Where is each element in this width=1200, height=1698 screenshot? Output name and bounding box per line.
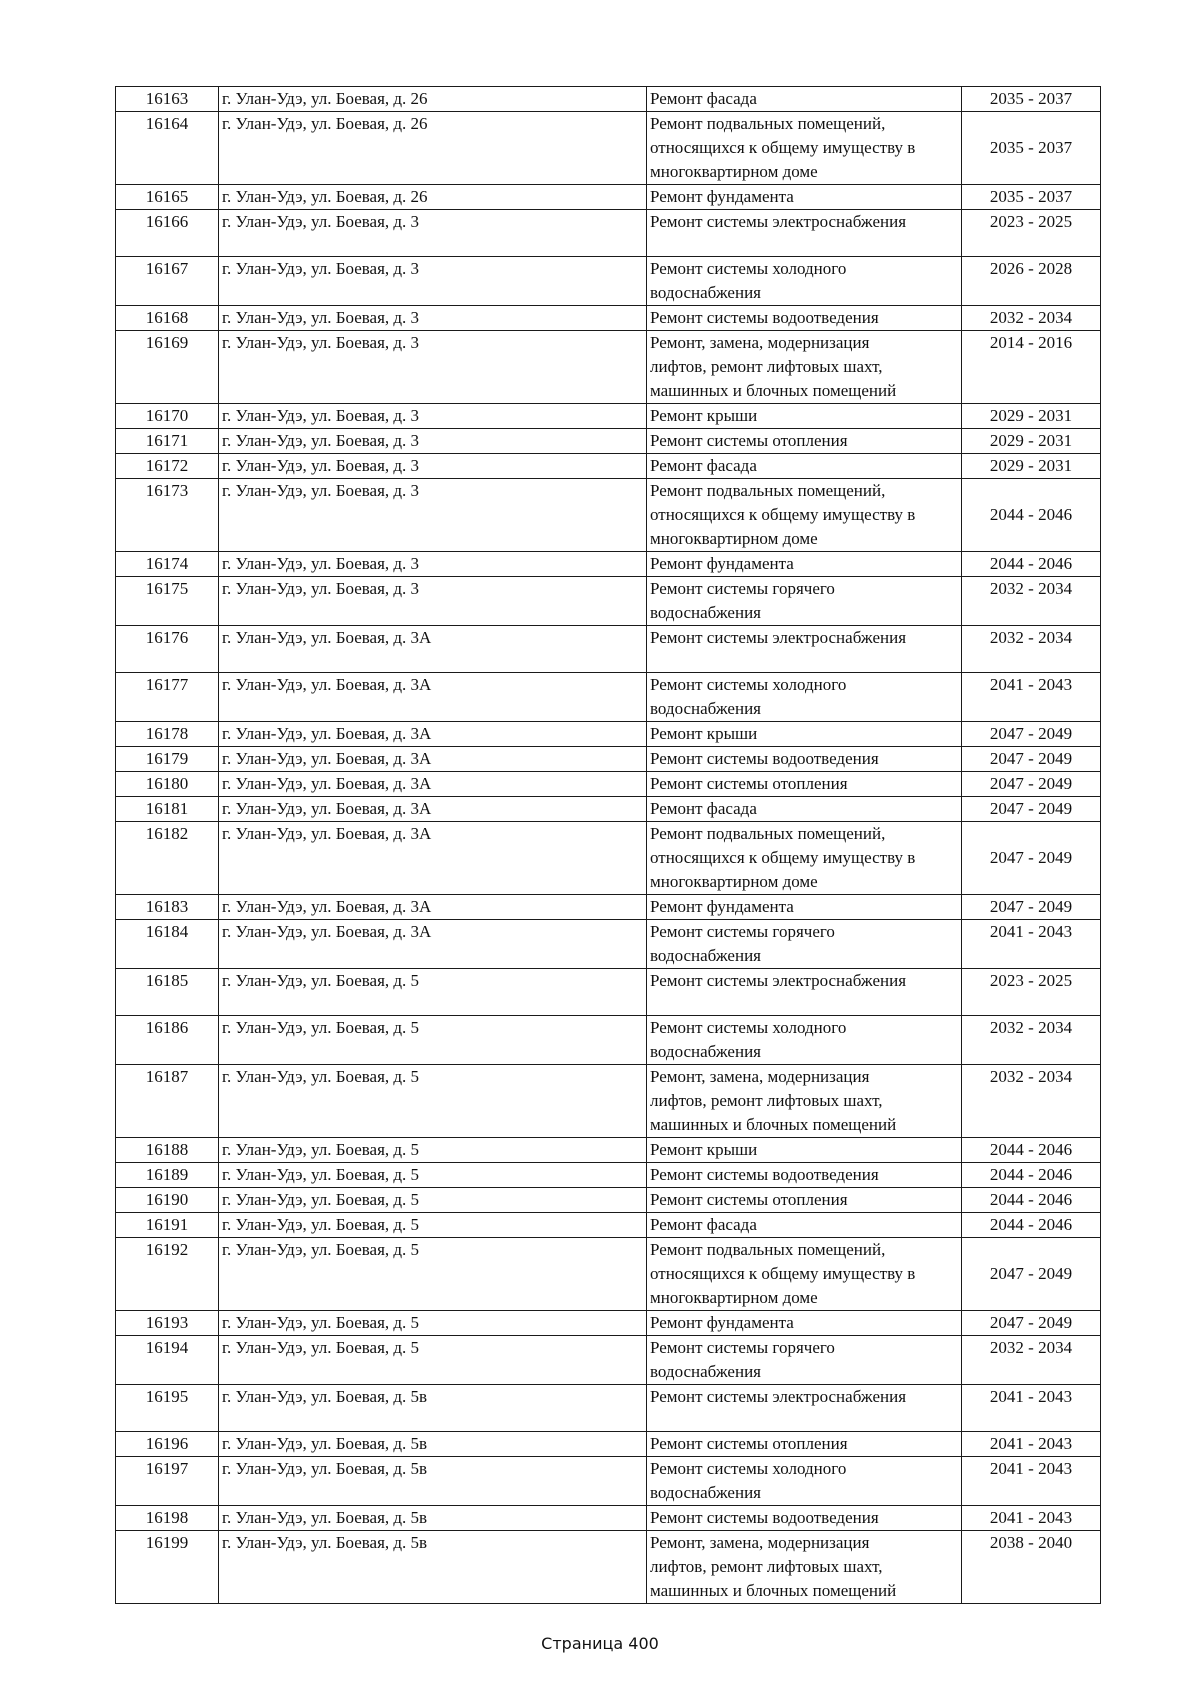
table-row bbox=[116, 577, 1101, 626]
period-cell: 2029 - 2031 bbox=[962, 454, 1101, 479]
table-row bbox=[116, 969, 1101, 1016]
period-cell: 2044 - 2046 bbox=[962, 1188, 1101, 1213]
work-type-line: Ремонт системы электроснабжения bbox=[650, 971, 907, 990]
work-type-cell bbox=[647, 552, 962, 577]
period-cell: 2041 - 2043 bbox=[962, 1385, 1101, 1432]
work-type-line: Ремонт системы горячего bbox=[650, 579, 835, 598]
work-type-line: водоснабжения bbox=[650, 699, 761, 718]
work-type-line: Ремонт системы холодного bbox=[650, 1459, 847, 1478]
address-cell: г. Улан-Удэ, ул. Боевая, д. 3А bbox=[219, 626, 647, 673]
row-number-cell: 16192 bbox=[116, 1238, 219, 1311]
address-cell: г. Улан-Удэ, ул. Боевая, д. 3А bbox=[219, 722, 647, 747]
period-cell: 2032 - 2034 bbox=[962, 1336, 1101, 1385]
work-type-cell bbox=[647, 112, 962, 185]
table-row bbox=[116, 1163, 1101, 1188]
table-row bbox=[116, 920, 1101, 969]
address-cell: г. Улан-Удэ, ул. Боевая, д. 3 bbox=[219, 479, 647, 552]
work-type-cell bbox=[647, 210, 962, 257]
work-type-cell bbox=[647, 454, 962, 479]
work-type-line: машинных и блочных помещений bbox=[650, 1115, 897, 1134]
row-number-cell: 16195 bbox=[116, 1385, 219, 1432]
work-type-line: Ремонт фасада bbox=[650, 89, 757, 108]
table-row bbox=[116, 772, 1101, 797]
address-cell: г. Улан-Удэ, ул. Боевая, д. 5в bbox=[219, 1506, 647, 1531]
work-type-line: Ремонт крыши bbox=[650, 724, 758, 743]
address-cell: г. Улан-Удэ, ул. Боевая, д. 3А bbox=[219, 673, 647, 722]
row-number-cell: 16174 bbox=[116, 552, 219, 577]
work-type-line: Ремонт фундамента bbox=[650, 554, 794, 573]
work-type-line: Ремонт крыши bbox=[650, 1140, 758, 1159]
table-row bbox=[116, 1457, 1101, 1506]
table-row bbox=[116, 257, 1101, 306]
work-type-cell bbox=[647, 895, 962, 920]
period-cell: 2032 - 2034 bbox=[962, 577, 1101, 626]
row-number-cell: 16187 bbox=[116, 1065, 219, 1138]
work-type-line: Ремонт подвальных помещений, bbox=[650, 114, 886, 133]
address-cell: г. Улан-Удэ, ул. Боевая, д. 3А bbox=[219, 920, 647, 969]
work-type-line: Ремонт системы горячего bbox=[650, 922, 835, 941]
work-type-line: Ремонт фундамента bbox=[650, 187, 794, 206]
work-type-line: лифтов, ремонт лифтовых шахт, bbox=[650, 1091, 883, 1110]
work-type-line: Ремонт системы отопления bbox=[650, 431, 848, 450]
work-type-line: относящихся к общему имуществу в bbox=[650, 505, 916, 524]
work-type-cell bbox=[647, 1188, 962, 1213]
period-cell: 2014 - 2016 bbox=[962, 331, 1101, 404]
work-type-cell bbox=[647, 822, 962, 895]
table-row bbox=[116, 1531, 1101, 1604]
work-type-cell bbox=[647, 626, 962, 673]
address-cell: г. Улан-Удэ, ул. Боевая, д. 3 bbox=[219, 306, 647, 331]
address-cell: г. Улан-Удэ, ул. Боевая, д. 3А bbox=[219, 895, 647, 920]
table-row bbox=[116, 454, 1101, 479]
work-type-cell bbox=[647, 577, 962, 626]
page-number: Страница 400 bbox=[541, 1634, 659, 1653]
row-number-cell: 16193 bbox=[116, 1311, 219, 1336]
table-row bbox=[116, 1065, 1101, 1138]
table-row bbox=[116, 1432, 1101, 1457]
table-body bbox=[116, 87, 1101, 1604]
row-number-cell: 16164 bbox=[116, 112, 219, 185]
work-type-cell bbox=[647, 1016, 962, 1065]
work-type-line: Ремонт системы водоотведения bbox=[650, 1165, 879, 1184]
row-number-cell: 16190 bbox=[116, 1188, 219, 1213]
address-cell: г. Улан-Удэ, ул. Боевая, д. 3 bbox=[219, 552, 647, 577]
work-type-line: многоквартирном доме bbox=[650, 1288, 818, 1307]
period-cell: 2041 - 2043 bbox=[962, 1432, 1101, 1457]
work-type-cell bbox=[647, 1506, 962, 1531]
work-type-line: Ремонт, замена, модернизация bbox=[650, 1067, 870, 1086]
work-type-line: Ремонт фасада bbox=[650, 799, 757, 818]
work-type-line: Ремонт фундамента bbox=[650, 1313, 794, 1332]
address-cell: г. Улан-Удэ, ул. Боевая, д. 5 bbox=[219, 1238, 647, 1311]
period-cell: 2029 - 2031 bbox=[962, 404, 1101, 429]
work-type-cell bbox=[647, 747, 962, 772]
work-type-line: Ремонт подвальных помещений, bbox=[650, 824, 886, 843]
work-type-line: Ремонт фасада bbox=[650, 456, 757, 475]
period-cell: 2047 - 2049 bbox=[962, 1238, 1101, 1311]
table-row bbox=[116, 210, 1101, 257]
address-cell: г. Улан-Удэ, ул. Боевая, д. 3А bbox=[219, 797, 647, 822]
work-type-line: водоснабжения bbox=[650, 283, 761, 302]
row-number-cell: 16175 bbox=[116, 577, 219, 626]
address-cell: г. Улан-Удэ, ул. Боевая, д. 5 bbox=[219, 1188, 647, 1213]
work-type-cell bbox=[647, 920, 962, 969]
work-type-line: Ремонт системы электроснабжения bbox=[650, 628, 907, 647]
work-type-line: Ремонт системы водоотведения bbox=[650, 749, 879, 768]
work-type-line: Ремонт крыши bbox=[650, 406, 758, 425]
table-row bbox=[116, 1238, 1101, 1311]
table-row bbox=[116, 1311, 1101, 1336]
row-number-cell: 16194 bbox=[116, 1336, 219, 1385]
table-row bbox=[116, 429, 1101, 454]
row-number-cell: 16165 bbox=[116, 185, 219, 210]
work-type-cell bbox=[647, 1457, 962, 1506]
repair-schedule-table bbox=[115, 86, 1101, 1604]
table-row bbox=[116, 1213, 1101, 1238]
period-cell: 2044 - 2046 bbox=[962, 1138, 1101, 1163]
work-type-cell bbox=[647, 331, 962, 404]
work-type-line: относящихся к общему имуществу в bbox=[650, 848, 916, 867]
work-type-cell bbox=[647, 306, 962, 331]
work-type-cell bbox=[647, 1311, 962, 1336]
work-type-line: относящихся к общему имуществу в bbox=[650, 138, 916, 157]
row-number-cell: 16166 bbox=[116, 210, 219, 257]
table-row bbox=[116, 1138, 1101, 1163]
row-number-cell: 16198 bbox=[116, 1506, 219, 1531]
row-number-cell: 16199 bbox=[116, 1531, 219, 1604]
address-cell: г. Улан-Удэ, ул. Боевая, д. 5в bbox=[219, 1457, 647, 1506]
address-cell: г. Улан-Удэ, ул. Боевая, д. 5в bbox=[219, 1432, 647, 1457]
address-cell: г. Улан-Удэ, ул. Боевая, д. 5 bbox=[219, 969, 647, 1016]
row-number-cell: 16196 bbox=[116, 1432, 219, 1457]
row-number-cell: 16186 bbox=[116, 1016, 219, 1065]
address-cell: г. Улан-Удэ, ул. Боевая, д. 26 bbox=[219, 112, 647, 185]
address-cell: г. Улан-Удэ, ул. Боевая, д. 5 bbox=[219, 1213, 647, 1238]
period-cell: 2041 - 2043 bbox=[962, 673, 1101, 722]
period-cell: 2032 - 2034 bbox=[962, 1065, 1101, 1138]
work-type-cell bbox=[647, 673, 962, 722]
table-row bbox=[116, 185, 1101, 210]
work-type-line: Ремонт системы холодного bbox=[650, 1018, 847, 1037]
period-cell: 2032 - 2034 bbox=[962, 306, 1101, 331]
work-type-cell bbox=[647, 429, 962, 454]
work-type-cell bbox=[647, 87, 962, 112]
period-cell: 2023 - 2025 bbox=[962, 969, 1101, 1016]
work-type-cell bbox=[647, 1238, 962, 1311]
row-number-cell: 16163 bbox=[116, 87, 219, 112]
work-type-cell bbox=[647, 1065, 962, 1138]
address-cell: г. Улан-Удэ, ул. Боевая, д. 3 bbox=[219, 454, 647, 479]
work-type-cell bbox=[647, 1336, 962, 1385]
work-type-line: водоснабжения bbox=[650, 946, 761, 965]
work-type-cell bbox=[647, 969, 962, 1016]
work-type-cell bbox=[647, 1385, 962, 1432]
work-type-cell bbox=[647, 404, 962, 429]
work-type-line: машинных и блочных помещений bbox=[650, 381, 897, 400]
period-cell: 2047 - 2049 bbox=[962, 822, 1101, 895]
address-cell: г. Улан-Удэ, ул. Боевая, д. 5в bbox=[219, 1385, 647, 1432]
table-row bbox=[116, 479, 1101, 552]
address-cell: г. Улан-Удэ, ул. Боевая, д. 3 bbox=[219, 210, 647, 257]
work-type-line: Ремонт системы водоотведения bbox=[650, 308, 879, 327]
work-type-line: машинных и блочных помещений bbox=[650, 1581, 897, 1600]
period-cell: 2023 - 2025 bbox=[962, 210, 1101, 257]
table-row bbox=[116, 1336, 1101, 1385]
row-number-cell: 16179 bbox=[116, 747, 219, 772]
address-cell: г. Улан-Удэ, ул. Боевая, д. 5в bbox=[219, 1531, 647, 1604]
work-type-line: лифтов, ремонт лифтовых шахт, bbox=[650, 357, 883, 376]
period-cell: 2044 - 2046 bbox=[962, 1213, 1101, 1238]
address-cell: г. Улан-Удэ, ул. Боевая, д. 5 bbox=[219, 1138, 647, 1163]
table-row bbox=[116, 1506, 1101, 1531]
period-cell: 2044 - 2046 bbox=[962, 1163, 1101, 1188]
work-type-cell bbox=[647, 797, 962, 822]
period-cell: 2035 - 2037 bbox=[962, 112, 1101, 185]
period-cell: 2035 - 2037 bbox=[962, 185, 1101, 210]
table-row bbox=[116, 797, 1101, 822]
table-row bbox=[116, 673, 1101, 722]
period-cell: 2029 - 2031 bbox=[962, 429, 1101, 454]
address-cell: г. Улан-Удэ, ул. Боевая, д. 3А bbox=[219, 822, 647, 895]
work-type-line: относящихся к общему имуществу в bbox=[650, 1264, 916, 1283]
period-cell: 2047 - 2049 bbox=[962, 747, 1101, 772]
period-cell: 2047 - 2049 bbox=[962, 895, 1101, 920]
address-cell: г. Улан-Удэ, ул. Боевая, д. 5 bbox=[219, 1065, 647, 1138]
work-type-line: Ремонт фундамента bbox=[650, 897, 794, 916]
row-number-cell: 16181 bbox=[116, 797, 219, 822]
period-cell: 2044 - 2046 bbox=[962, 552, 1101, 577]
work-type-line: Ремонт, замена, модернизация bbox=[650, 1533, 870, 1552]
row-number-cell: 16184 bbox=[116, 920, 219, 969]
work-type-line: Ремонт системы электроснабжения bbox=[650, 212, 907, 231]
row-number-cell: 16169 bbox=[116, 331, 219, 404]
row-number-cell: 16183 bbox=[116, 895, 219, 920]
period-cell: 2047 - 2049 bbox=[962, 722, 1101, 747]
row-number-cell: 16172 bbox=[116, 454, 219, 479]
period-cell: 2032 - 2034 bbox=[962, 626, 1101, 673]
row-number-cell: 16170 bbox=[116, 404, 219, 429]
work-type-line: Ремонт системы отопления bbox=[650, 774, 848, 793]
work-type-cell bbox=[647, 1432, 962, 1457]
work-type-line: Ремонт, замена, модернизация bbox=[650, 333, 870, 352]
table-row bbox=[116, 306, 1101, 331]
work-type-line: водоснабжения bbox=[650, 603, 761, 622]
work-type-line: Ремонт подвальных помещений, bbox=[650, 481, 886, 500]
row-number-cell: 16191 bbox=[116, 1213, 219, 1238]
period-cell: 2041 - 2043 bbox=[962, 1457, 1101, 1506]
address-cell: г. Улан-Удэ, ул. Боевая, д. 3 bbox=[219, 577, 647, 626]
work-type-cell bbox=[647, 1531, 962, 1604]
period-cell: 2038 - 2040 bbox=[962, 1531, 1101, 1604]
table-row bbox=[116, 87, 1101, 112]
table-row bbox=[116, 722, 1101, 747]
table-row bbox=[116, 626, 1101, 673]
period-cell: 2047 - 2049 bbox=[962, 1311, 1101, 1336]
address-cell: г. Улан-Удэ, ул. Боевая, д. 5 bbox=[219, 1163, 647, 1188]
work-type-line: Ремонт системы горячего bbox=[650, 1338, 835, 1357]
work-type-line: Ремонт системы отопления bbox=[650, 1434, 848, 1453]
period-cell: 2026 - 2028 bbox=[962, 257, 1101, 306]
work-type-line: лифтов, ремонт лифтовых шахт, bbox=[650, 1557, 883, 1576]
address-cell: г. Улан-Удэ, ул. Боевая, д. 5 bbox=[219, 1336, 647, 1385]
row-number-cell: 16171 bbox=[116, 429, 219, 454]
work-type-line: Ремонт системы холодного bbox=[650, 259, 847, 278]
work-type-line: многоквартирном доме bbox=[650, 529, 818, 548]
table-row bbox=[116, 895, 1101, 920]
row-number-cell: 16188 bbox=[116, 1138, 219, 1163]
work-type-line: Ремонт системы отопления bbox=[650, 1190, 848, 1209]
address-cell: г. Улан-Удэ, ул. Боевая, д. 3 bbox=[219, 404, 647, 429]
work-type-line: водоснабжения bbox=[650, 1042, 761, 1061]
work-type-cell bbox=[647, 722, 962, 747]
table-row bbox=[116, 404, 1101, 429]
period-cell: 2044 - 2046 bbox=[962, 479, 1101, 552]
table-row bbox=[116, 747, 1101, 772]
address-cell: г. Улан-Удэ, ул. Боевая, д. 3 bbox=[219, 429, 647, 454]
table-row bbox=[116, 1016, 1101, 1065]
period-cell: 2041 - 2043 bbox=[962, 1506, 1101, 1531]
period-cell: 2032 - 2034 bbox=[962, 1016, 1101, 1065]
work-type-cell bbox=[647, 772, 962, 797]
work-type-line: Ремонт подвальных помещений, bbox=[650, 1240, 886, 1259]
work-type-line: Ремонт системы водоотведения bbox=[650, 1508, 879, 1527]
work-type-line: многоквартирном доме bbox=[650, 162, 818, 181]
address-cell: г. Улан-Удэ, ул. Боевая, д. 5 bbox=[219, 1016, 647, 1065]
address-cell: г. Улан-Удэ, ул. Боевая, д. 26 bbox=[219, 185, 647, 210]
work-type-line: многоквартирном доме bbox=[650, 872, 818, 891]
work-type-cell bbox=[647, 257, 962, 306]
table-row bbox=[116, 1188, 1101, 1213]
table-row bbox=[116, 822, 1101, 895]
period-cell: 2047 - 2049 bbox=[962, 797, 1101, 822]
row-number-cell: 16182 bbox=[116, 822, 219, 895]
row-number-cell: 16185 bbox=[116, 969, 219, 1016]
work-type-cell bbox=[647, 479, 962, 552]
row-number-cell: 16177 bbox=[116, 673, 219, 722]
period-cell: 2035 - 2037 bbox=[962, 87, 1101, 112]
row-number-cell: 16167 bbox=[116, 257, 219, 306]
work-type-line: водоснабжения bbox=[650, 1362, 761, 1381]
address-cell: г. Улан-Удэ, ул. Боевая, д. 3А bbox=[219, 772, 647, 797]
work-type-line: Ремонт фасада bbox=[650, 1215, 757, 1234]
period-cell: 2041 - 2043 bbox=[962, 920, 1101, 969]
address-cell: г. Улан-Удэ, ул. Боевая, д. 3 bbox=[219, 331, 647, 404]
work-type-cell bbox=[647, 1163, 962, 1188]
work-type-line: водоснабжения bbox=[650, 1483, 761, 1502]
address-cell: г. Улан-Удэ, ул. Боевая, д. 26 bbox=[219, 87, 647, 112]
row-number-cell: 16173 bbox=[116, 479, 219, 552]
table-row bbox=[116, 552, 1101, 577]
row-number-cell: 16189 bbox=[116, 1163, 219, 1188]
table-row bbox=[116, 331, 1101, 404]
address-cell: г. Улан-Удэ, ул. Боевая, д. 3 bbox=[219, 257, 647, 306]
work-type-line: Ремонт системы холодного bbox=[650, 675, 847, 694]
address-cell: г. Улан-Удэ, ул. Боевая, д. 3А bbox=[219, 747, 647, 772]
work-type-cell bbox=[647, 1138, 962, 1163]
table-row bbox=[116, 1385, 1101, 1432]
row-number-cell: 16178 bbox=[116, 722, 219, 747]
period-cell: 2047 - 2049 bbox=[962, 772, 1101, 797]
row-number-cell: 16180 bbox=[116, 772, 219, 797]
work-type-cell bbox=[647, 185, 962, 210]
address-cell: г. Улан-Удэ, ул. Боевая, д. 5 bbox=[219, 1311, 647, 1336]
row-number-cell: 16176 bbox=[116, 626, 219, 673]
work-type-cell bbox=[647, 1213, 962, 1238]
work-type-line: Ремонт системы электроснабжения bbox=[650, 1387, 907, 1406]
row-number-cell: 16168 bbox=[116, 306, 219, 331]
table-row bbox=[116, 112, 1101, 185]
row-number-cell: 16197 bbox=[116, 1457, 219, 1506]
